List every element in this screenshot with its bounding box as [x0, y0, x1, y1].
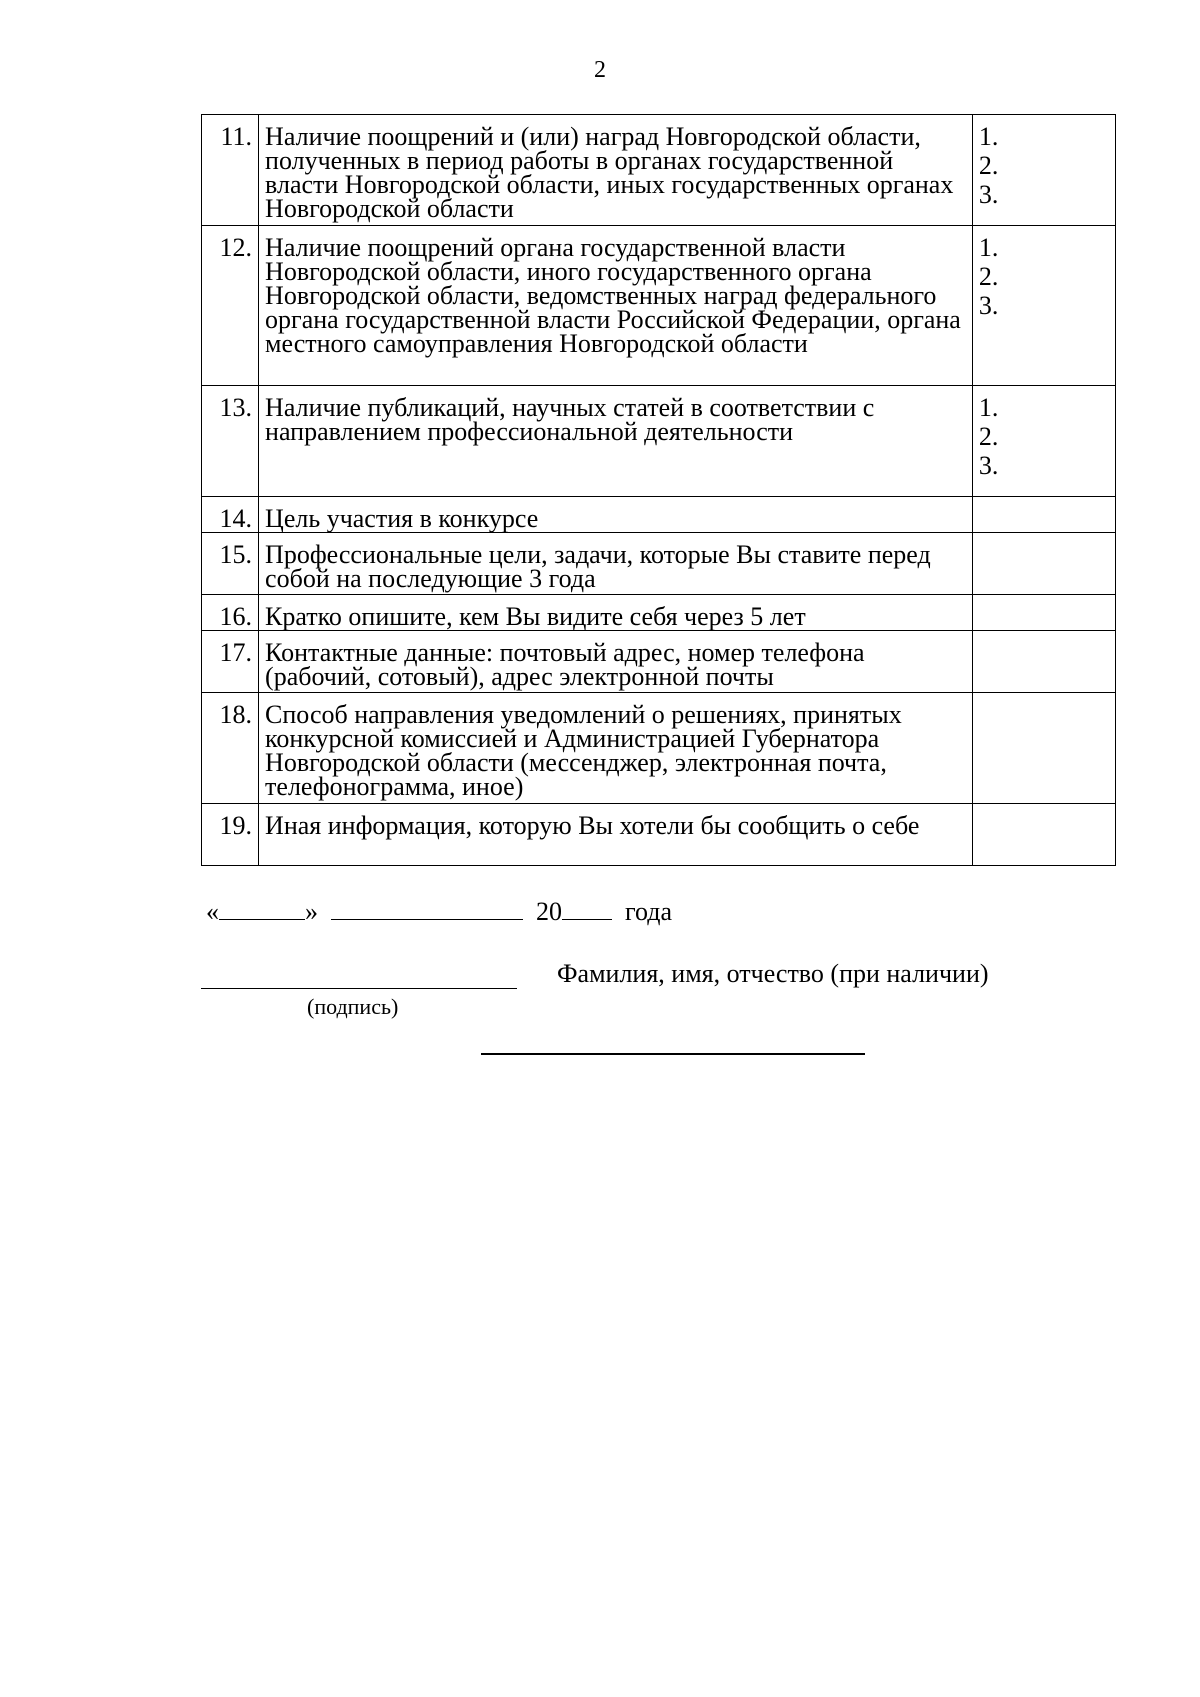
answer-item[interactable]: 2.: [978, 422, 999, 451]
row-answer-cell[interactable]: [972, 804, 1115, 866]
year-prefix: 20: [536, 897, 562, 926]
date-close-quote: »: [305, 897, 318, 926]
signature-line[interactable]: [201, 988, 517, 989]
row-answer-cell[interactable]: [972, 386, 1115, 497]
table-row: [202, 386, 1116, 497]
table-row: [202, 804, 1116, 866]
row-number: 13.: [202, 386, 259, 497]
row-number: 11.: [202, 115, 259, 226]
row-question: Цель участия в конкурсе: [259, 497, 973, 533]
table-row: [202, 533, 1116, 595]
row-number: 12.: [202, 226, 259, 386]
row-answer-cell[interactable]: [972, 595, 1115, 631]
answer-item[interactable]: 1.: [978, 122, 999, 151]
page-number: 2: [594, 57, 606, 83]
year-blank[interactable]: [562, 893, 612, 920]
date-line: [206, 893, 672, 927]
row-question: Кратко опишите, кем Вы видите себя через 5 лет: [259, 595, 973, 631]
row-question: Иная информация, которую Вы хотели бы сообщить о себе: [259, 804, 973, 866]
row-question: Наличие поощрений и (или) наград Новгородской области, полученных в период работы в органах государственной власти Новгородской области, иных государственных органах Новгородской области: [259, 115, 973, 226]
questionnaire-rows: [202, 115, 1116, 866]
row-question: Контактные данные: почтовый адрес, номер телефона (рабочий, сотовый), адрес электронной почты: [259, 631, 973, 693]
row-number: 14.: [202, 497, 259, 533]
row-number: 18.: [202, 693, 259, 804]
table-row: [202, 693, 1116, 804]
table-row: [202, 226, 1116, 386]
row-answer-cell[interactable]: [972, 693, 1115, 804]
row-answer-cell[interactable]: [972, 497, 1115, 533]
row-question: Профессиональные цели, задачи, которые Вы ставите перед собой на последующие 3 года: [259, 533, 973, 595]
table-row: [202, 115, 1116, 226]
row-question: Наличие поощрений органа государственной власти Новгородской области, иного государственного органа Новгородской области, ведомственных наград федерального органа государственной власти Российской Федерации, органа местного самоуправления Новгородской области: [259, 226, 973, 386]
signature-caption: (подпись): [307, 994, 399, 1019]
row-number: 17.: [202, 631, 259, 693]
questionnaire-table: [201, 114, 1116, 866]
answer-item[interactable]: 3.: [978, 451, 999, 480]
month-blank[interactable]: [331, 893, 523, 920]
row-answer-cell[interactable]: [972, 631, 1115, 693]
table-row: [202, 631, 1116, 693]
day-blank[interactable]: [219, 893, 305, 920]
row-number: 16.: [202, 595, 259, 631]
row-number: 15.: [202, 533, 259, 595]
fio-label: Фамилия, имя, отчество (при наличии): [557, 959, 989, 988]
table-row: [202, 595, 1116, 631]
answer-item[interactable]: 2.: [978, 262, 999, 291]
year-suffix: года: [625, 897, 673, 926]
answer-item[interactable]: 1.: [978, 233, 999, 262]
answer-item[interactable]: 3.: [978, 291, 999, 320]
table-row: [202, 497, 1116, 533]
row-question: Наличие публикаций, научных статей в соответствии с направлением профессиональной деятельности: [259, 386, 973, 497]
row-number: 19.: [202, 804, 259, 866]
answer-item[interactable]: 1.: [978, 393, 999, 422]
fio-line[interactable]: [481, 1053, 865, 1055]
row-answer-cell[interactable]: [972, 226, 1115, 386]
answer-item[interactable]: 2.: [978, 151, 999, 180]
answer-item[interactable]: 3.: [978, 180, 999, 209]
row-question: Способ направления уведомлений о решениях, принятых конкурсной комиссией и Администрацией Губернатора Новгородской области (мессенджер, электронная почта, телефонограмма, иное): [259, 693, 973, 804]
row-answer-cell[interactable]: [972, 115, 1115, 226]
date-open-quote: «: [206, 897, 219, 926]
row-answer-cell[interactable]: [972, 533, 1115, 595]
